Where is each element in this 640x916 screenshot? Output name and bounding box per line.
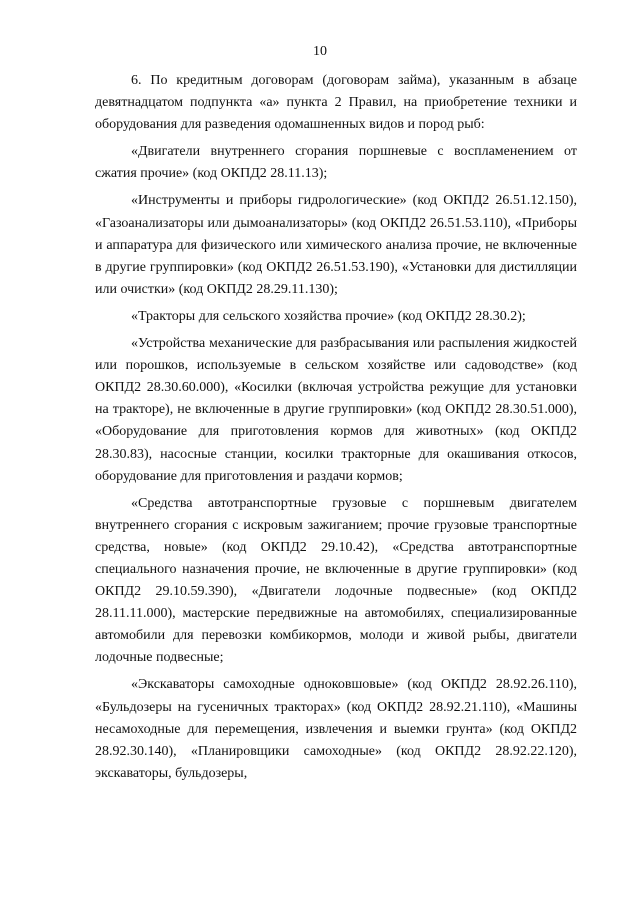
paragraph-item-6-intro: 6. По кредитным договорам (договорам займа), указанным в абзаце девятнадцатом подпункта «а» пункта 2 Правил, на приобретение техники и оборудования для разведения одомашненных видов и пород рыб: <box>95 73 577 133</box>
paragraph-motor-vehicles: «Средства автотранспортные грузовые с поршневым двигателем внутреннего сгорания с искровым зажиганием; прочие грузовые транспортные средства, новые» (код ОКПД2 29.10.42), «Средства автотранспортные специального назначения прочие, не включенные в другие группировки» (код ОКПД2 29.10.59.390), «Двигатели лодочные подвесные» (код ОКПД2 28.11.11.000), мастерские передвижные на автомобилях, специализированные автомобили для перевозки комбикормов, молоди и живой рыбы, двигатели лодочные подвесные; <box>95 495 577 666</box>
document-body <box>95 70 577 785</box>
paragraph-tractors: «Тракторы для сельского хозяйства прочие» (код ОКПД2 28.30.2); <box>131 308 526 324</box>
paragraph-mechanical-devices: «Устройства механические для разбрасывания или распыления жидкостей или порошков, используемые в сельском хозяйстве или садоводстве» (код ОКПД2 28.30.60.000), «Косилки (включая устройства режущие для установки на тракторе), не включенные в другие группировки» (код ОКПД2 28.30.51.000), «Оборудование для приготовления кормов для животных» (код ОКПД2 28.30.83), насосные станции, косилки тракторные для окашивания откосов, оборудование для приготовления и раздачи кормов; <box>95 336 577 484</box>
paragraph-excavators: «Экскаваторы самоходные одноковшовые» (код ОКПД2 28.92.26.110), «Бульдозеры на гусеничных тракторах» (код ОКПД2 28.92.21.110), «Машины несамоходные для перемещения, извлечения и выемки грунта» (код ОКПД2 28.92.30.140), «Планировщики самоходные» (код ОКПД2 28.92.22.120), экскаваторы, бульдозеры, <box>95 677 577 781</box>
paragraph-engines: «Двигатели внутреннего сгорания поршневые с воспламенением от сжатия прочие» (код ОКПД2 28.11.13); <box>95 144 577 182</box>
page-number: 10 <box>313 44 327 59</box>
paragraph-instruments: «Инструменты и приборы гидрологические» (код ОКПД2 26.51.12.150), «Газоанализаторы или дымоанализаторы» (код ОКПД2 26.51.53.110), «Приборы и аппаратура для физического или химического анализа прочие, не включенные в другие группировки» (код ОКПД2 26.51.53.190), «Установки для дистилляции или очистки» (код ОКПД2 28.29.11.130); <box>95 193 577 297</box>
